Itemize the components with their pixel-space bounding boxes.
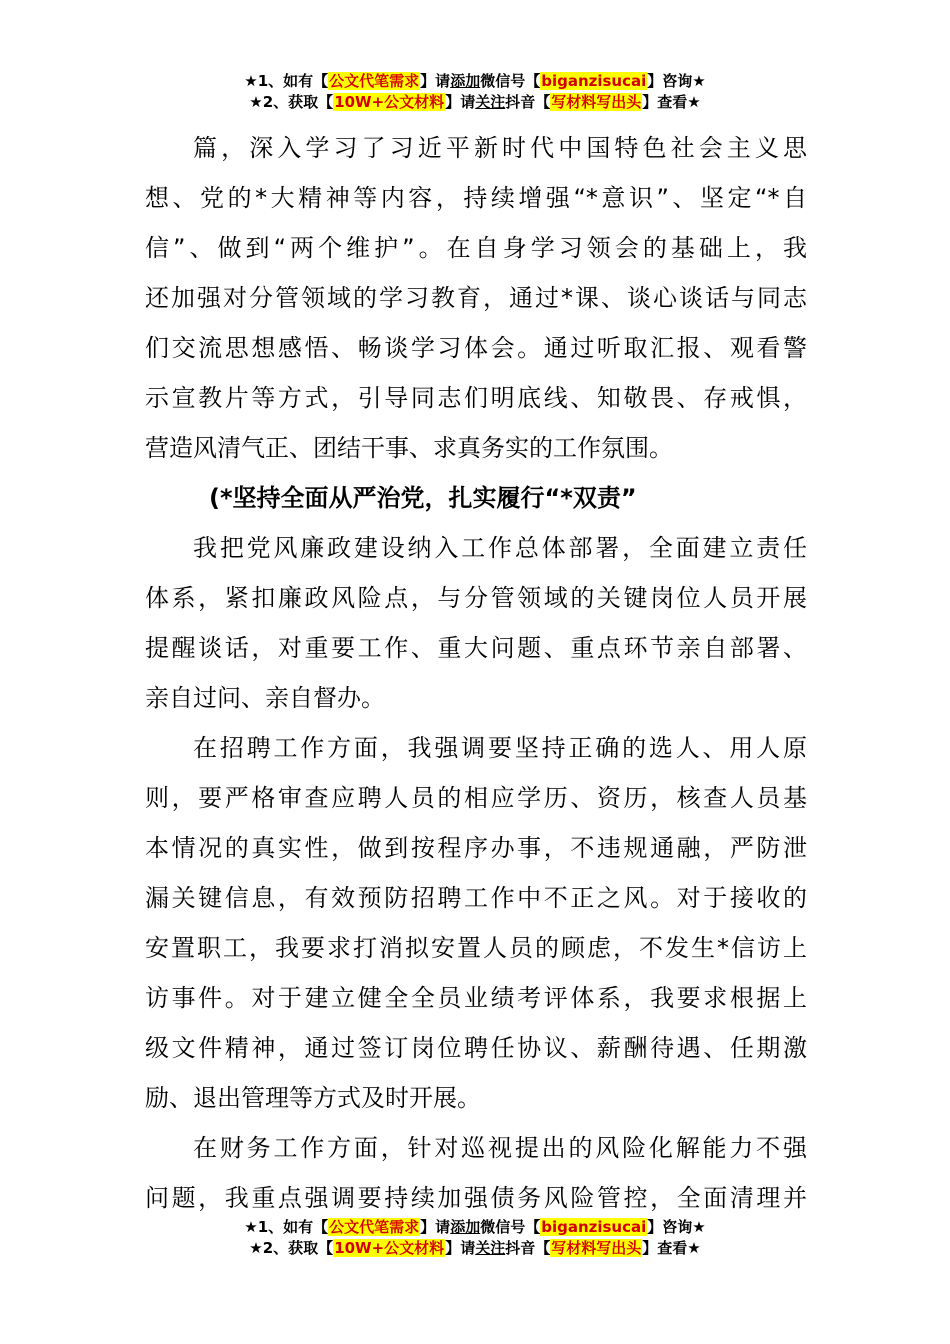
promo-highlight: 公文代笔需求 [329,72,420,90]
paragraph-2 [145,523,807,723]
text-line: 提醒谈话，对重要工作、重大问题、重点环节亲自部署、 [145,634,807,662]
promo-highlight: biganzisucai [541,1218,647,1236]
text-line: 问题，我重点强调要持续加强债务风险管控，全面清理并 [145,1184,807,1212]
promo-highlight: 公文代笔需求 [329,1218,420,1236]
promo-text: 抖音【 [505,1239,551,1257]
top-promo-banner [0,71,950,113]
promo-text: ★2、获取【 [249,1239,334,1257]
text-line: 则，要严格审查应聘人员的相应学历、资历，核查人员基 [145,784,807,812]
paragraph-1 [145,123,807,473]
promo-text: 】查看★ [642,93,701,111]
text-line: 还加强对分管领域的学习教育，通过*课、谈心谈话与同志 [145,284,807,312]
promo-underlined: 关注 [475,1239,506,1257]
promo-underlined: 添加 [450,1218,481,1236]
promo-text: ★1、如有【 [244,72,329,90]
promo-text: ★2、获取【 [249,93,334,111]
paragraph-4 [145,1123,807,1223]
text-line: 在财务工作方面，针对巡视提出的风险化解能力不强 [193,1134,807,1162]
text-line: 信”、做到“两个维护”。在自身学习领会的基础上，我 [145,234,807,262]
promo-underlined: 添加 [450,72,481,90]
promo-highlight: 10W+公文材料 [334,1239,445,1257]
promo-text: ★1、如有【 [244,1218,329,1236]
text-line: 励、退出管理等方式及时开展。 [145,1084,481,1112]
text-line: 安置职工，我要求打消拟安置人员的顾虑，不发生*信访上 [145,934,807,962]
promo-text: 】查看★ [642,1239,701,1257]
promo-text: 】咨询★ [647,72,706,90]
text-line: 们交流思想感悟、畅谈学习体会。通过听取汇报、观看警 [145,334,807,362]
promo-text: 微信号【 [480,72,541,90]
text-line: 漏关键信息，有效预防招聘工作中不正之风。对于接收的 [145,884,807,912]
bottom-promo-banner [0,1217,950,1259]
paragraph-3 [145,723,807,1123]
text-line: 示宣教片等方式，引导同志们明底线、知敬畏、存戒惧， [145,384,807,412]
document-body [145,123,807,1223]
text-line: 在招聘工作方面，我强调要坚持正确的选人、用人原 [193,734,807,762]
promo-underlined: 关注 [475,93,506,111]
promo-text: 抖音【 [505,93,551,111]
promo-highlight: biganzisucai [541,72,647,90]
promo-text: 】请 [445,1239,476,1257]
text-line: 体系，紧扣廉政风险点，与分管领域的关键岗位人员开展 [145,584,807,612]
section-heading: (*坚持全面从严治党，扎实履行“*双责” [209,484,637,512]
text-line: 亲自过问、亲自督办。 [145,684,385,712]
promo-line-1 [0,71,950,92]
promo-highlight: 写材料写出头 [551,93,642,111]
promo-highlight: 10W+公文材料 [334,93,445,111]
promo-text: 】咨询★ [647,1218,706,1236]
promo-text: 】请 [420,72,451,90]
text-line: 我把党风廉政建设纳入工作总体部署，全面建立责任 [193,534,807,562]
text-line: 篇，深入学习了习近平新时代中国特色社会主义思 [193,134,807,162]
promo-text: 】请 [420,1218,451,1236]
text-line: 营造风清气正、团结干事、求真务实的工作氛围。 [145,434,673,462]
text-line: 本情况的真实性，做到按程序办事，不违规通融，严防泄 [145,834,807,862]
text-line: 级文件精神，通过签订岗位聘任协议、薪酬待遇、任期激 [145,1034,807,1062]
promo-text: 】请 [445,93,476,111]
promo-line-1 [0,1217,950,1238]
promo-line-2 [0,92,950,113]
text-line: 想、党的*大精神等内容，持续增强“*意识”、坚定“*自 [145,184,807,212]
promo-line-2 [0,1238,950,1259]
text-line: 访事件。对于建立健全全员业绩考评体系，我要求根据上 [145,984,807,1012]
promo-text: 微信号【 [480,1218,541,1236]
promo-highlight: 写材料写出头 [551,1239,642,1257]
